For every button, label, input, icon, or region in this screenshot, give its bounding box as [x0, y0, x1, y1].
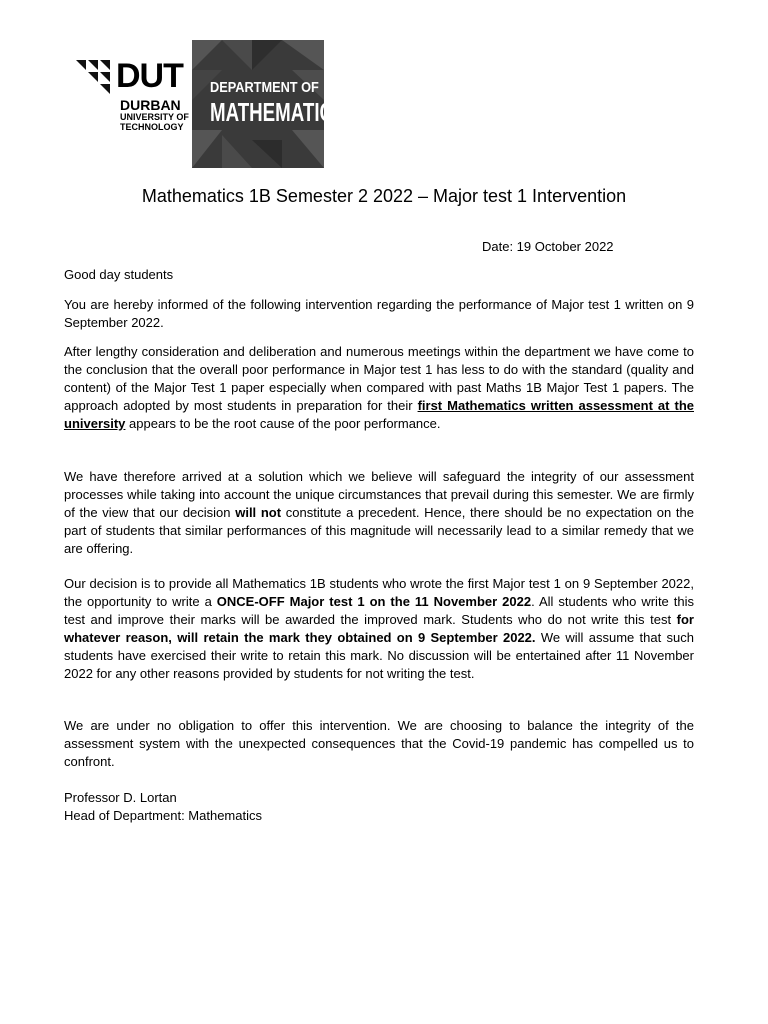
- paragraph-2: [64, 343, 694, 433]
- paragraph-2-emphasis: first Mathematics written assessment at the university: [64, 398, 694, 431]
- paragraph-4-text-1: Our decision is to provide all Mathematics 1B students who wrote the first Major test 1 on 9 September 2022, the opportunity to write a: [64, 576, 694, 609]
- document-title: Mathematics 1B Semester 2 2022 – Major test 1 Intervention: [141, 186, 627, 206]
- paragraph-3: [64, 468, 694, 558]
- department-logo-line2: MATHEMATICS: [210, 97, 346, 127]
- paragraph-2-text-end: appears to be the root cause of the poor performance.: [125, 416, 441, 431]
- paragraph-4-bold-2: for whatever reason, will retain the mark they obtained on 9 September 2022.: [64, 612, 694, 645]
- paragraph-3-text-end: constitute a precedent. Hence, there should be no expectation on the part of students that similar performances of this magnitude will necessarily lead to a similar remedy that we are offering.: [64, 505, 695, 556]
- paragraph-4-bold-1: ONCE-OFF Major test 1 on the 11 November 2022: [216, 594, 532, 609]
- paragraph-3-text: We have therefore arrived at a solution which we believe will safeguard the integrity of our assessment processes while taking into account the unique circumstances that prevail during this semester. We are firmly of the view that our decision: [64, 469, 694, 520]
- department-logo: [192, 40, 346, 168]
- paragraph-4-text-2: . All students who write this test and improve their marks will be awarded the improved mark. Students who do not write this test: [64, 594, 694, 627]
- header-logos: [64, 40, 346, 168]
- dut-triangle-icon: [76, 60, 116, 100]
- department-logo-line1: DEPARTMENT OF: [210, 79, 319, 96]
- paragraph-3-bold: will not: [235, 505, 282, 520]
- signature-name: Professor D. Lortan: [64, 790, 177, 805]
- paragraph-4: [64, 575, 694, 683]
- document-date: Date: 19 October 2022: [482, 239, 614, 254]
- dut-logo-line3: TECHNOLOGY: [120, 122, 184, 132]
- dut-logo-line1: DURBAN: [120, 97, 181, 113]
- signature-role: Head of Department: Mathematics: [64, 808, 262, 823]
- paragraph-5: We are under no obligation to offer this intervention. We are choosing to balance the integrity of the assessment system with the unexpected consequences that the Covid-19 pandemic has compelled us to confront.: [64, 718, 694, 769]
- paragraph-1: You are hereby informed of the following intervention regarding the performance of Major test 1 written on 9 September 2022.: [64, 297, 694, 330]
- paragraph-2-text: After lengthy consideration and deliberation and numerous meetings within the department we have come to the conclusion that the overall poor performance in Major test 1 has less to do with the standard (quality and content) of the Major Test 1 paper especially when compared with past Maths 1B Major Test 1 papers. The approach adopted by most students in preparation for their: [64, 344, 694, 413]
- greeting: Good day students: [64, 267, 174, 282]
- paragraph-4-text-3: We will assume that such students have exercised their write to retain this mark. No discussion will be entertained after 11 November 2022 for any other reasons provided by students for not writing the test.: [64, 630, 694, 681]
- dut-logo-main: DUT: [116, 57, 183, 95]
- dut-logo-line2: UNIVERSITY OF: [120, 112, 189, 122]
- dut-logo: [64, 40, 192, 168]
